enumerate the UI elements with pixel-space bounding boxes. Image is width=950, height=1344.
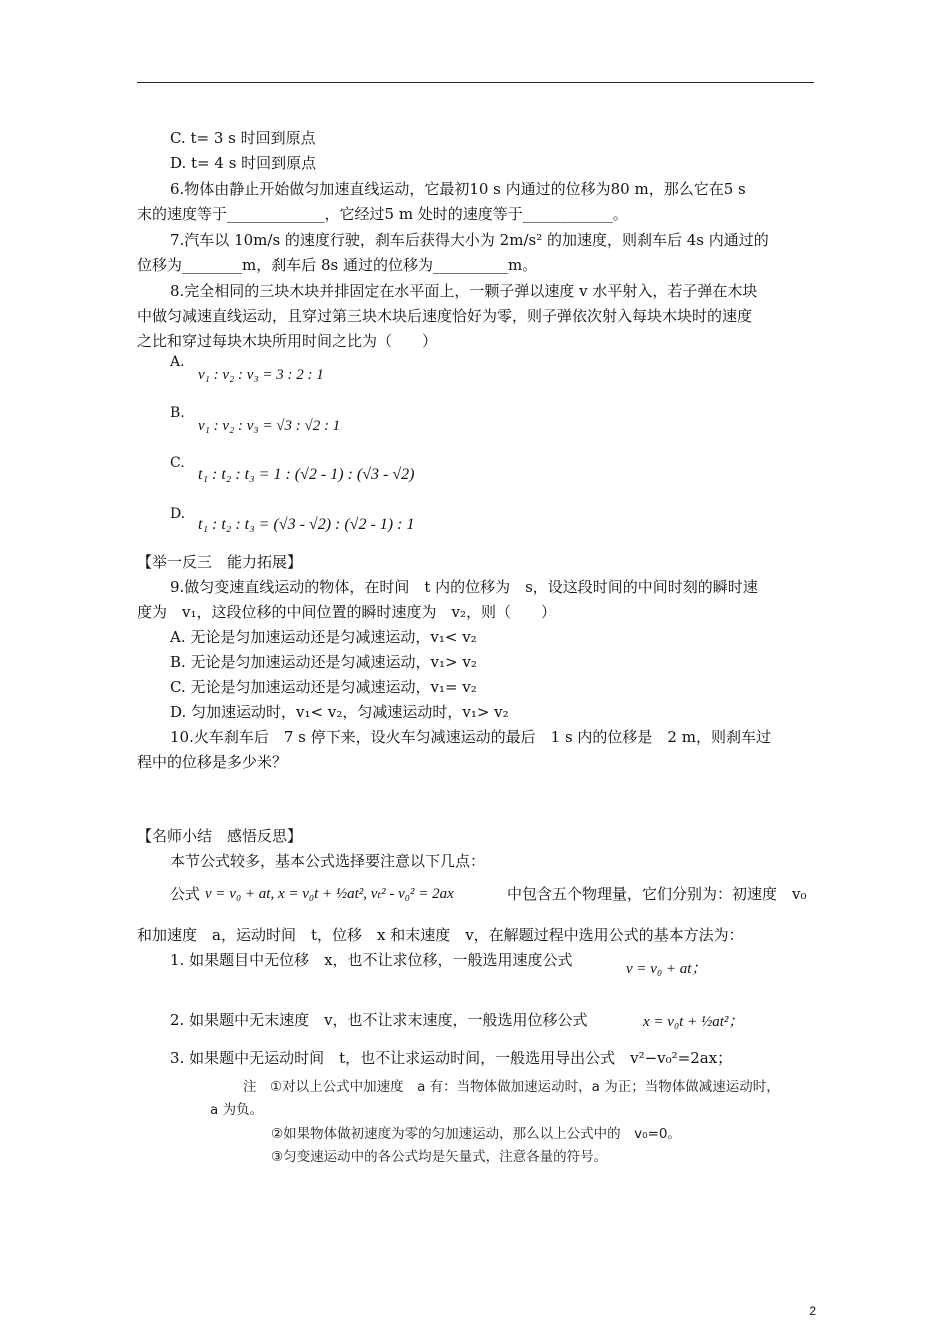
q8-option-d-label: D.: [170, 506, 186, 522]
question-8-line1: 8.完全相同的三块木块并排固定在水平面上，一颗子弹以速度 v 水平射入，若子弹在木块: [170, 282, 758, 300]
question-6-line2: 末的速度等于_____________，它经过5 m 处时的速度等于____________。: [137, 205, 628, 223]
q8-option-c-formula: t₁ : t₂ : t₃ = 1 : (√2 - 1) : (√3 - √2): [198, 466, 415, 483]
question-8-line2: 中做匀减速直线运动，且穿过第三块木块后速度恰好为零，则子弹依次射入每块木块时的速度: [137, 307, 753, 325]
q8-option-b-formula: v₁ : v₂ : v₃ = √3 : √2 : 1: [198, 418, 341, 434]
q9-option-a: A. 无论是匀加速运动还是匀减速运动，v₁< v₂: [170, 628, 477, 646]
section-heading-summary: 【名师小结 感悟反思】: [137, 827, 303, 845]
question-9-line2: 度为 v₁，这段位移的中间位置的瞬时速度为 v₂，则（ ）: [137, 603, 556, 621]
q9-option-c: C. 无论是匀加速运动还是匀减速运动，v₁= v₂: [170, 678, 477, 696]
summary-formula: v = v₀ + at, x = v₀t + ½at², vₜ² - v₀² = 2ax: [205, 886, 454, 902]
question-7-line2: 位移为________m，刹车后 8s 通过的位移为__________m。: [137, 256, 538, 274]
summary-line2: 和加速度 a，运动时间 t，位移 x 和末速度 v，在解题过程中选用公式的基本方法为：: [137, 926, 744, 944]
option-d: D. t= 4 s 时回到原点: [170, 154, 317, 172]
summary-formula-suffix: 中包含五个物理量，它们分别为：初速度 v₀: [507, 885, 807, 903]
q8-option-d-formula: t₁ : t₂ : t₃ = (√3 - √2) : (√2 - 1) : 1: [198, 516, 415, 533]
summary-formula-prefix: 公式: [170, 885, 201, 903]
q9-option-b: B. 无论是匀加速运动还是匀减速运动，v₁> v₂: [170, 653, 477, 671]
question-8-line3: 之比和穿过每块木块所用时间之比为（ ）: [137, 332, 438, 350]
q8-option-c-label: C.: [170, 455, 185, 471]
option-c: C. t= 3 s 时回到原点: [170, 129, 316, 147]
q8-option-a-formula: v₁ : v₂ : v₃ = 3 : 2 : 1: [198, 367, 324, 383]
note-1-line2: a 为负。: [210, 1102, 264, 1118]
header-rule: [137, 82, 814, 83]
note-2: ②如果物体做初速度为零的匀加速运动，那么以上公式中的 v₀=0。: [271, 1126, 681, 1142]
question-6-line1: 6.物体由静止开始做匀加速直线运动，它最初10 s 内通过的位移为80 m，那么它在5 s: [170, 180, 746, 198]
summary-point-2-formula: x = v₀t + ½at²；: [643, 1014, 744, 1030]
question-7-line1: 7.汽车以 10m/s 的速度行驶，刹车后获得大小为 2m/s² 的加速度，则刹车后 4s 内通过的: [170, 231, 769, 249]
q8-option-a-label: A.: [170, 354, 185, 370]
summary-point-3: 3. 如果题中无运动时间 t，也不让求运动时间，一般选用导出公式 v²−v₀²=2ax；: [170, 1049, 733, 1067]
summary-point-1-formula: v = v₀ + at；: [626, 961, 707, 977]
q8-option-b-label: B.: [170, 405, 185, 421]
note-1-line1: 注 ①对以上公式中加速度 a 有：当物体做加速运动时，a 为正；当物体做减速运动时，: [243, 1079, 780, 1095]
section-heading-practice: 【举一反三 能力拓展】: [137, 553, 303, 571]
summary-point-1: 1. 如果题目中无位移 x，也不让求位移，一般选用速度公式: [170, 951, 573, 969]
note-3: ③匀变速运动中的各公式均是矢量式，注意各量的符号。: [271, 1149, 608, 1165]
q9-option-d: D. 匀加速运动时，v₁< v₂，匀减速运动时，v₁> v₂: [170, 703, 509, 721]
question-9-line1: 9.做匀变速直线运动的物体，在时间 t 内的位移为 s，设这段时间的中间时刻的瞬时速: [170, 578, 758, 596]
question-10-line2: 程中的位移是多少米？: [137, 753, 288, 771]
summary-intro: 本节公式较多，基本公式选择要注意以下几点：: [170, 852, 486, 870]
page-number: 2: [809, 1304, 816, 1318]
question-10-line1: 10.火车刹车后 7 s 停下来，设火车匀减速运动的最后 1 s 内的位移是 2 m，则刹车过: [170, 728, 771, 746]
summary-point-2: 2. 如果题中无末速度 v，也不让求末速度，一般选用位移公式: [170, 1011, 588, 1029]
